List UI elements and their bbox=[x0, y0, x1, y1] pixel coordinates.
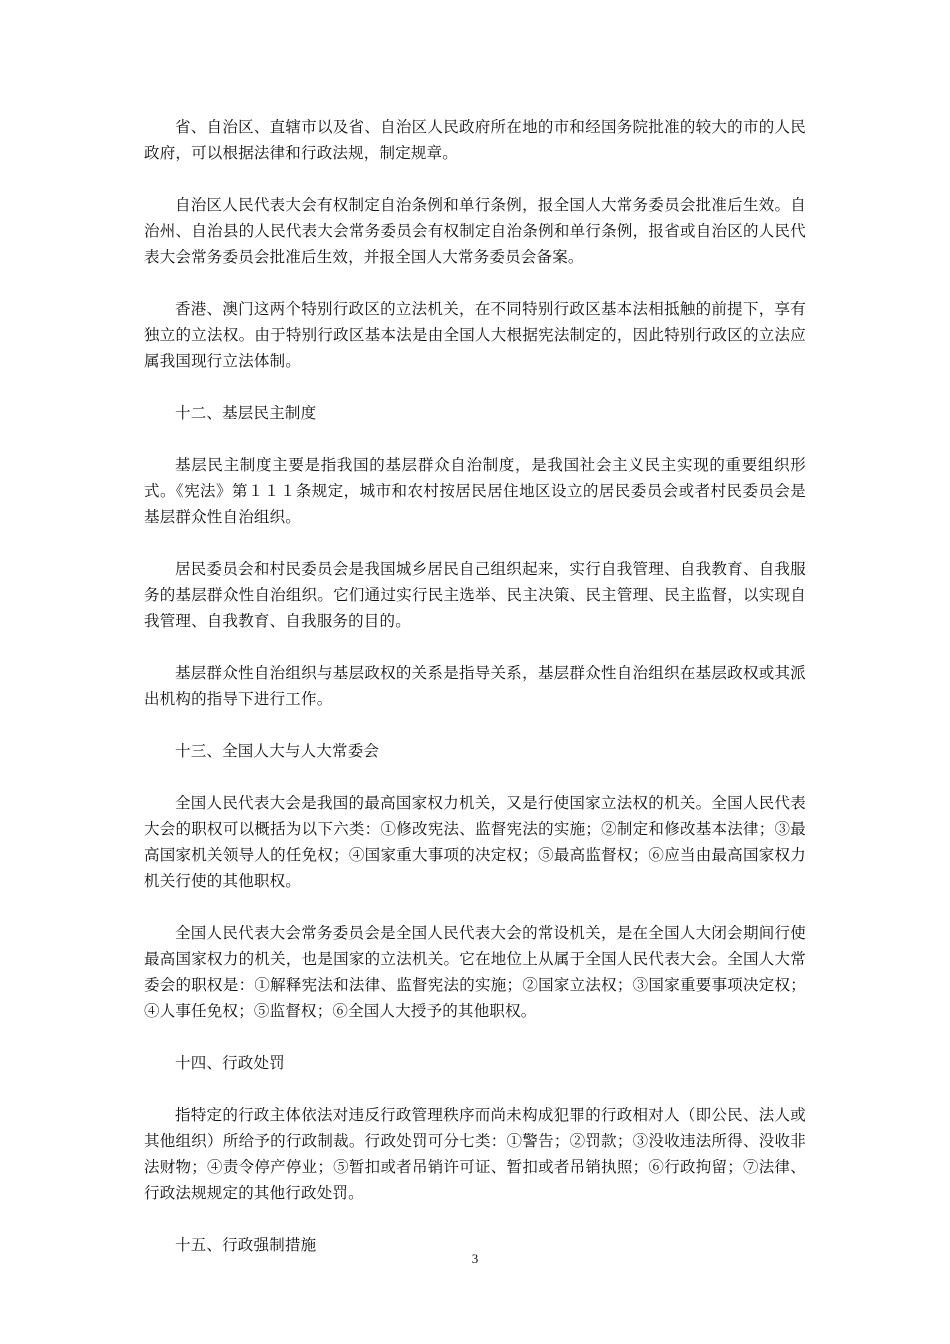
paragraph-municipal-rules: 省、自治区、直辖市以及省、自治区人民政府所在地的市和经国务院批准的较大的市的人民政府，可以根据法律和行政法规，制定规章。 bbox=[144, 118, 806, 162]
paragraph-administrative-penalty: 指特定的行政主体依法对违反行政管理秩序而尚未构成犯罪的行政相对人（即公民、法人或其他组织）所给予的行政制裁。行政处罚可分七类：①警告；②罚款；③没收违法所得、没收非法财物；④责令停产停业；⑤暂扣或者吊销许可证、暂扣或者吊销执照；⑥行政拘留；⑦法律、行政法规规定的其他行政处罚。 bbox=[144, 1106, 806, 1202]
paragraph-guidance-relationship: 基层群众性自治组织与基层政权的关系是指导关系，基层群众性自治组织在基层政权或其派出机构的指导下进行工作。 bbox=[144, 664, 806, 708]
document-body bbox=[144, 114, 806, 1284]
paragraph-special-administrative-regions: 香港、澳门这两个特别行政区的立法机关，在不同特别行政区基本法相抵触的前提下，享有独立的立法权。由于特别行政区基本法是由全国人大根据宪法制定的，因此特别行政区的立法应属我国现行立法体制。 bbox=[144, 300, 806, 370]
paragraph-npc-powers: 全国人民代表大会是我国的最高国家权力机关，又是行使国家立法权的机关。全国人民代表大会的职权可以概括为以下六类：①修改宪法、监督宪法的实施；②制定和修改基本法律；③最高国家机关领导人的任免权；④国家重大事项的决定权；⑤最高监督权；⑥应当由最高国家权力机关行使的其他职权。 bbox=[144, 794, 806, 890]
page-number: 3 bbox=[471, 1251, 479, 1266]
paragraph-residents-villagers-committees: 居民委员会和村民委员会是我国城乡居民自己组织起来，实行自我管理、自我教育、自我服务的基层群众性自治组织。它们通过实行民主选举、民主决策、民主管理、民主监督，以实现自我管理、自我教育、自我服务的目的。 bbox=[144, 560, 806, 630]
paragraph-npc-standing-committee: 全国人民代表大会常务委员会是全国人民代表大会的常设机关，是在全国人大闭会期间行使最高国家权力的机关，也是国家的立法机关。它在地位上从属于全国人民代表大会。全国人大常委会的职权是：①解释宪法和法律、监督宪法的实施；②国家立法权；③国家重要事项决定权；④人事任免权；⑤监督权；⑥全国人大授予的其他职权。 bbox=[144, 924, 806, 1020]
paragraph-autonomous-regulations: 自治区人民代表大会有权制定自治条例和单行条例，报全国人大常务委员会批准后生效。自治州、自治县的人民代表大会常务委员会有权制定自治条例和单行条例，报省或自治区的人民代表大会常务委员会批准后生效，并报全国人大常务委员会备案。 bbox=[144, 196, 806, 266]
section-heading-15: 十五、行政强制措施 bbox=[175, 1236, 317, 1254]
section-heading-12: 十二、基层民主制度 bbox=[175, 404, 317, 422]
section-heading-13: 十三、全国人大与人大常委会 bbox=[175, 742, 380, 760]
paragraph-grassroots-democracy: 基层民主制度主要是指我国的基层群众自治制度，是我国社会主义民主实现的重要组织形式。《宪法》第１１１条规定，城市和农村按居民居住地区设立的居民委员会或者村民委员会是基层群众性自治组织。 bbox=[144, 456, 806, 526]
section-heading-14: 十四、行政处罚 bbox=[175, 1054, 285, 1072]
